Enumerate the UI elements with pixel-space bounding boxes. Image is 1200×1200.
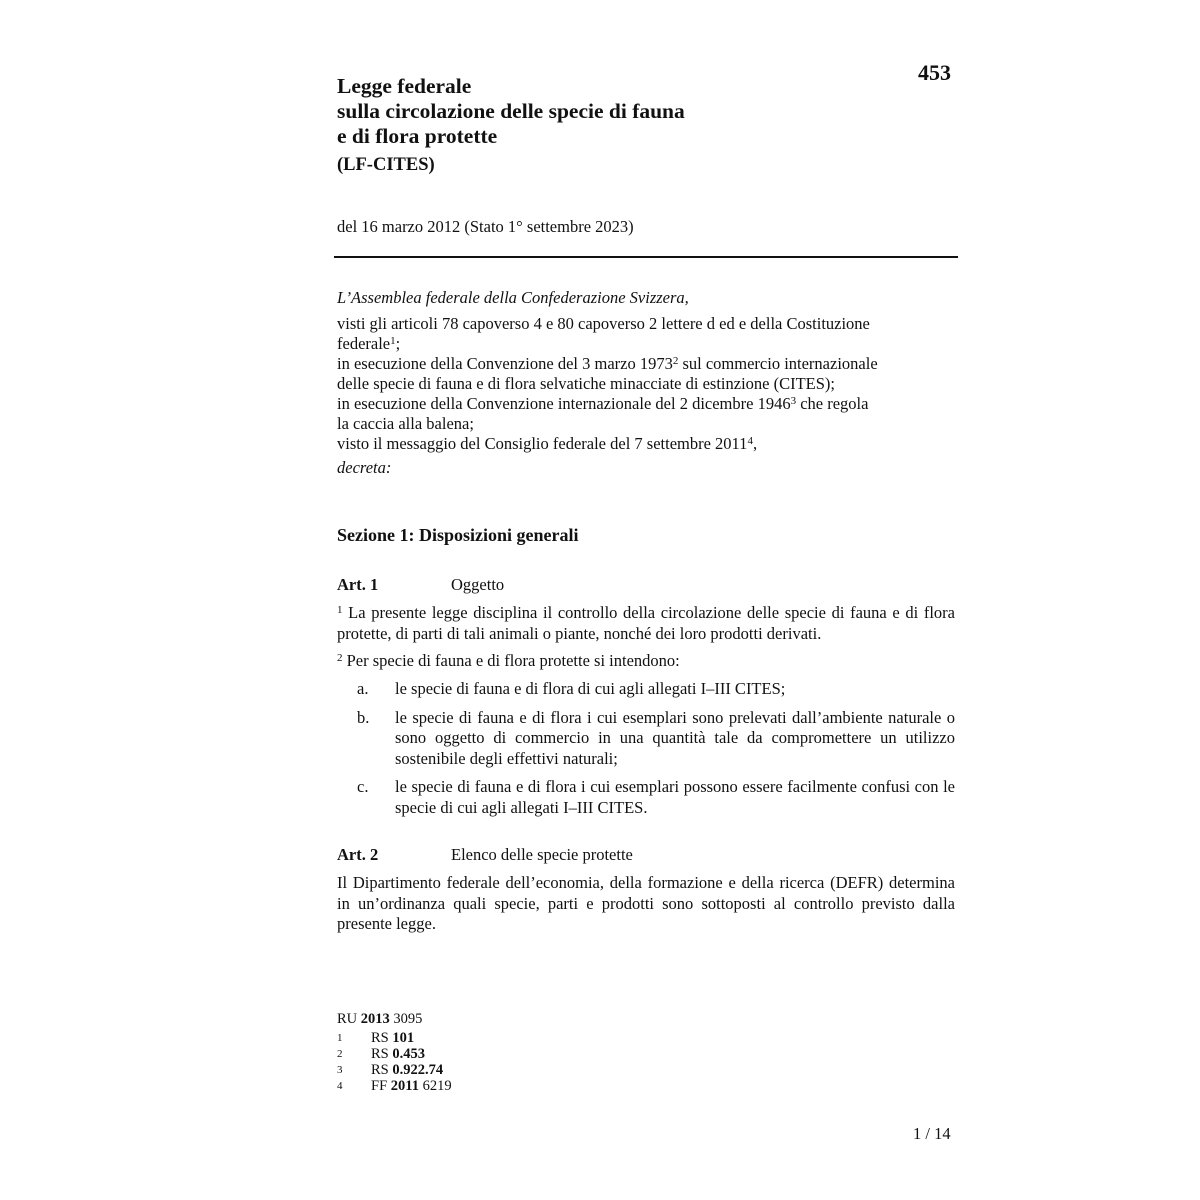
- law-title-line: e di flora protette: [337, 124, 498, 148]
- preamble-intro: L’Assemblea federale della Confederazione Svizzera,: [337, 288, 689, 307]
- footnote-number: 3: [337, 1064, 343, 1076]
- preamble-line: federale$^1$;: [337, 334, 401, 353]
- footnote: 1 RS 101: [337, 1030, 415, 1046]
- preamble-line: visti gli articoli 78 capoverso 4 e 80 capoverso 2 lettere d ed e della Costituzione: [337, 314, 870, 333]
- article-number: Art. 1: [337, 575, 379, 594]
- title-divider: [334, 256, 958, 258]
- footnote-ref[interactable]: 3: [790, 395, 797, 407]
- preamble: [337, 288, 957, 478]
- list-item-label: b.: [357, 707, 370, 727]
- preamble-line: la caccia alla balena;: [337, 414, 474, 433]
- article-title: Oggetto: [451, 575, 505, 594]
- article-number: Art. 2: [337, 845, 379, 864]
- article-title: Elenco delle specie protette: [451, 845, 633, 864]
- preamble-decree: decreta:: [337, 458, 392, 477]
- law-date: del 16 marzo 2012 (Stato 1° settembre 2023): [337, 217, 634, 236]
- paragraph-number: 1: [337, 604, 343, 616]
- footnote-number: 2: [337, 1048, 343, 1060]
- footnote-ref[interactable]: 4: [747, 435, 753, 447]
- article-list: [357, 679, 955, 826]
- article-paragraph: $^2$ Per specie di fauna e di flora protette si intendono:: [337, 651, 680, 670]
- footnote-number: 1: [337, 1032, 343, 1044]
- list-item: [357, 777, 955, 818]
- article-paragraph: Il Dipartimento federale dell’economia, della formazione e della ricerca (DEFR) determina in un’ordinanza quali specie, parti e prodotti sono sottoposti al controllo previsto dalla presente legge.: [337, 873, 955, 933]
- footnotes: [337, 1011, 452, 1094]
- section-heading: Sezione 1: Disposizioni generali: [337, 525, 579, 545]
- list-item: [357, 679, 955, 700]
- law-title-line: Legge federale: [337, 74, 472, 98]
- article-paragraph: $^1$ La presente legge disciplina il controllo della circolazione delle specie di fauna e di flora protette, di parti di tali animali o piante, nonché dei loro prodotti derivati.: [337, 603, 955, 643]
- article-heading: [337, 845, 633, 865]
- preamble-line: in esecuzione della Convenzione internazionale del 2 dicembre 1946$^3$ che regola: [337, 394, 869, 413]
- article-heading: [337, 575, 504, 595]
- footnote: 3 RS 0.922.74: [337, 1062, 444, 1078]
- list-item-text: le specie di fauna e di flora i cui esemplari possono essere facilmente confusi con le specie di cui agli allegati I–III CITES.: [395, 777, 955, 817]
- preamble-line: delle specie di fauna e di flora selvatiche minacciate di estinzione (CITES);: [337, 374, 836, 393]
- preamble-line: visto il messaggio del Consiglio federale del 7 settembre 2011$^4$,: [337, 434, 758, 453]
- footnote: 2 RS 0.453: [337, 1046, 425, 1062]
- footnote-ref[interactable]: 2: [672, 355, 679, 367]
- list-item-text: le specie di fauna e di flora di cui agli allegati I–III CITES;: [395, 679, 786, 698]
- list-item-label: c.: [357, 777, 369, 796]
- law-title: [337, 74, 685, 149]
- footnote: 4 FF 2011 6219: [337, 1078, 452, 1094]
- law-title-line: sulla circolazione delle specie di fauna: [337, 99, 685, 123]
- preamble-line: in esecuzione della Convenzione del 3 marzo 1973$^2$ sul commercio internazionale: [337, 354, 878, 373]
- page-indicator: 1 / 14: [913, 1124, 951, 1143]
- list-item-label: a.: [357, 679, 369, 698]
- footnote-ref[interactable]: 1: [390, 335, 396, 347]
- list-item: [357, 708, 955, 770]
- ru-reference: RU 2013 3095: [337, 1011, 423, 1027]
- footnote-number: 4: [337, 1080, 343, 1092]
- law-abbreviation: (LF-CITES): [337, 155, 435, 175]
- sr-number: 453: [918, 60, 951, 85]
- paragraph-number: 2: [337, 652, 343, 664]
- list-item-text: le specie di fauna e di flora i cui esemplari sono prelevati dall’ambiente naturale o sono oggetto di commercio in una quantità tale da compromettere un utilizzo sostenibile degli effettivi naturali;: [395, 707, 955, 768]
